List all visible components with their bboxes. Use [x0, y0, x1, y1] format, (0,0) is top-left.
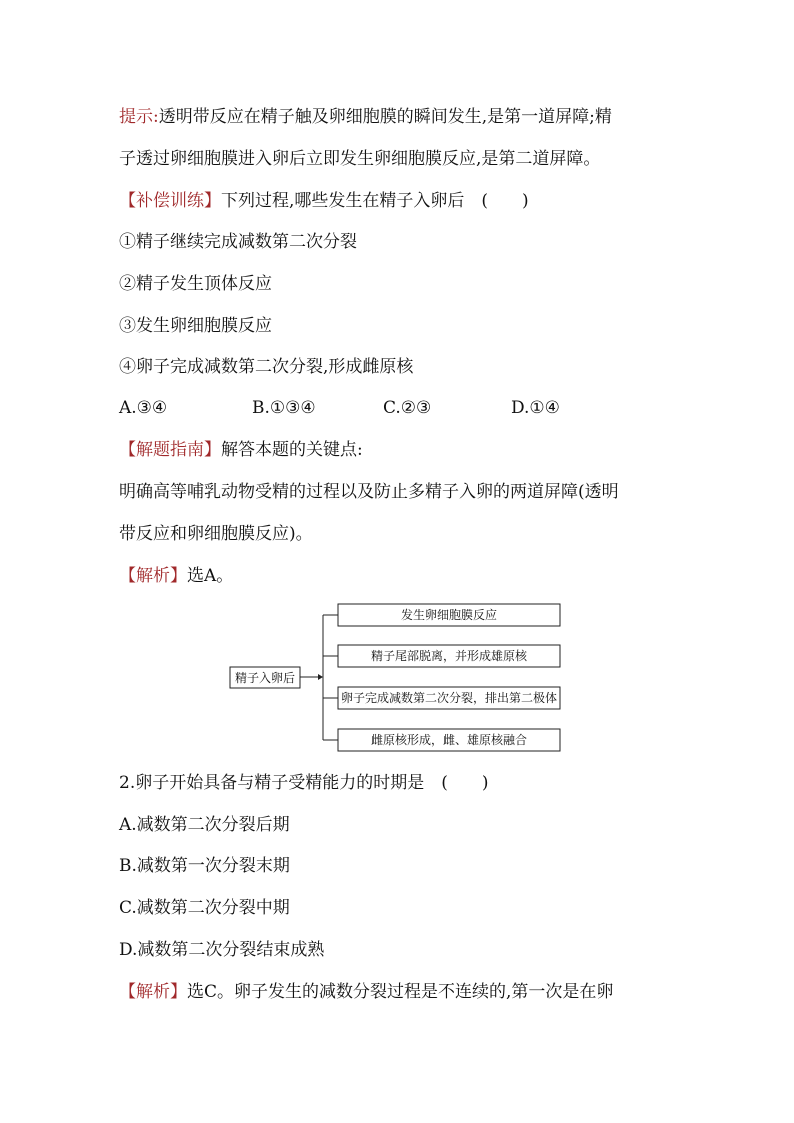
compensation-item-3: ③发生卵细胞膜反应: [119, 316, 272, 336]
analysis-2-line: [119, 981, 613, 1003]
compensation-option-d: D.①④: [511, 398, 560, 418]
guide-line-1: 明确高等哺乳动物受精的过程以及防止多精子入卵的两道屏障(透明: [119, 482, 619, 502]
diagram-branch-label-4: 雌原核形成，雌、雄原核融合: [370, 733, 528, 747]
diagram-branch-label-1: 发生卵细胞膜反应: [400, 608, 498, 622]
hint-line-2: 子透过卵细胞膜进入卵后立即发生卵细胞膜反应,是第二道屏障。: [119, 149, 601, 169]
analysis-1-text: 选A。: [187, 566, 234, 586]
diagram-arrow-icon: [318, 674, 323, 680]
compensation-item-2: ②精子发生顶体反应: [119, 274, 272, 294]
guide-tag: 【解题指南】: [119, 440, 221, 460]
question-2-option-b: B.减数第一次分裂末期: [119, 856, 290, 876]
diagram-root-label: 精子入卵后: [234, 671, 296, 685]
guide-intro: 解答本题的关键点:: [221, 440, 363, 460]
compensation-item-1: ①精子继续完成减数第二次分裂: [119, 232, 357, 252]
diagram-branch-label-2: 精子尾部脱离，并形成雄原核: [370, 649, 528, 663]
question-2-option-c: C.减数第二次分裂中期: [119, 898, 290, 918]
question-2-option-d: D.减数第二次分裂结束成熟: [119, 940, 325, 960]
compensation-option-c: C.②③: [383, 398, 432, 418]
compensation-option-b: B.①③④: [252, 398, 316, 418]
analysis-2-tag: 【解析】: [119, 982, 187, 1002]
hint-text-1: 透明带反应在精子触及卵细胞膜的瞬间发生,是第一道屏障;精: [158, 107, 612, 127]
question-2-stem: 2.卵子开始具备与精子受精能力的时期是 ( ): [119, 773, 489, 793]
analysis-2-text: 选C。卵子发生的减数分裂过程是不连续的,第一次是在卵: [187, 982, 614, 1002]
question-2-option-a: A.减数第二次分裂后期: [119, 815, 290, 835]
hint-label: 提示:: [119, 107, 159, 127]
guide-line-2: 带反应和卵细胞膜反应)。: [119, 524, 313, 544]
diagram-branch-label-3: 卵子完成减数第二次分裂，排出第二极体: [340, 691, 558, 705]
compensation-option-a: A.③④: [119, 398, 168, 418]
compensation-item-4: ④卵子完成减数第二次分裂,形成雌原核: [119, 357, 414, 377]
compensation-tag: 【补偿训练】: [119, 191, 221, 211]
analysis-1-tag: 【解析】: [119, 566, 187, 586]
compensation-question: 下列过程,哪些发生在精子入卵后 ( ): [221, 191, 529, 211]
